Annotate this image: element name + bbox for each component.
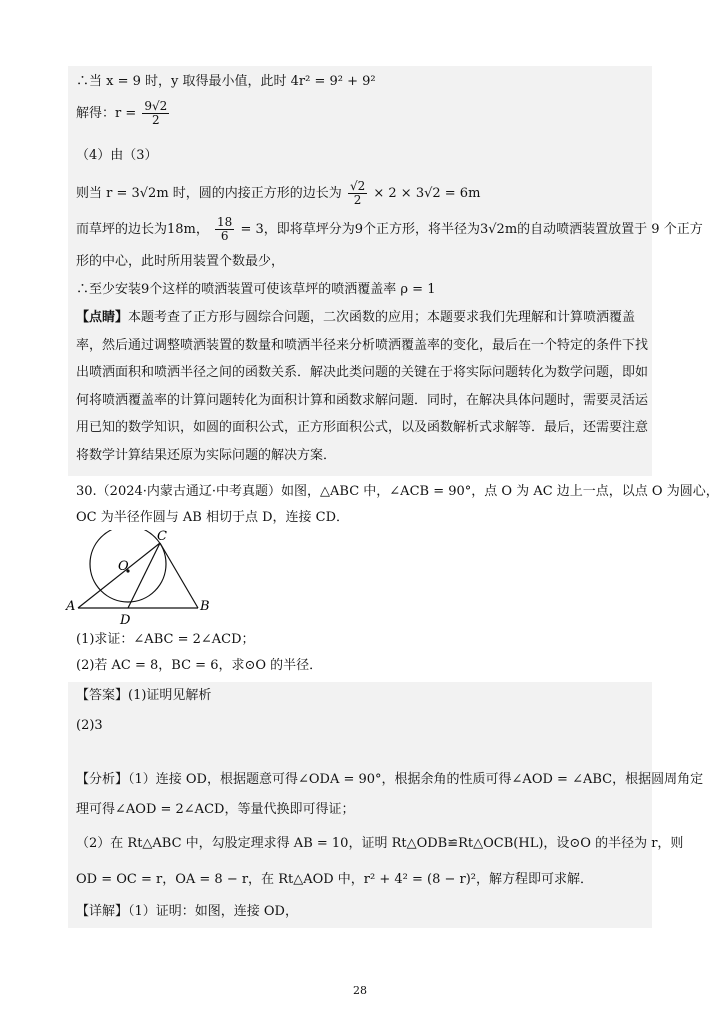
solution-line-4 [76, 180, 480, 207]
segment-cb [160, 543, 198, 608]
analysis-line-3: （2）在 Rt△ABC 中，勾股定理求得 AB = 10，证明 Rt△ODB≌Rt△OCB(HL)，设⊙O 的半径为 r，则 [76, 836, 684, 851]
fraction-denominator: 2 [152, 113, 160, 127]
dianjing-text: 本题考查了正方形与圆综合问题，二次函数的应用；本题要求我们先理解和计算喷洒覆盖率，然后通过调整喷洒装置的数量和喷洒半径来分析喷洒覆盖率的变化，最后在一个特定的条件下找出喷洒面积和喷洒半径之间的函数关系．解决此类问题的关键在于将实际问题转化为数学问题，即如何将喷洒覆盖率的计算问题转化为面积计算和函数求解问题．同时，在解决具体问题时，需要灵活运用已知的数学知识，如圆的面积公式，正方形面积公式，以及函数解析式求解等．最后，还需要注意将数学计算结果还原为实际问题的解决方案． [76, 310, 649, 463]
question-part-2: (2)若 AC = 8，BC = 6，求⊙O 的半径． [76, 658, 323, 673]
solution-line-6: 形的中心，此时所用装置个数最少， [76, 254, 285, 269]
solution-line-5 [76, 216, 703, 243]
analysis-line-1: 【分析】（1）连接 OD，根据题意可得∠ODA = 90°，根据余角的性质可得∠AOD = ∠ABC，根据圆周角定 [76, 772, 704, 787]
fraction-denominator: 2 [353, 193, 362, 207]
solution-line-2 [76, 100, 171, 127]
label-a: A [66, 599, 76, 614]
line5-post: = 3，即将草坪分为9个正方形，将半径为3√2m的自动喷洒装置放置于 9 个正方 [240, 222, 703, 237]
solution-line-1: ∴当 x = 9 时，y 取得最小值，此时 4r² = 9² + 9² [76, 74, 376, 89]
fraction-r [142, 100, 169, 127]
label-o: O [118, 559, 129, 574]
line4-post: × 2 × 3√2 = 6m [373, 186, 481, 201]
solution-line-3: （4）由（3） [76, 148, 158, 163]
solution-line-7: ∴至少安装9个这样的喷洒装置可使该草坪的喷洒覆盖率 ρ = 1 [76, 282, 436, 297]
segment-ac [78, 543, 160, 608]
fraction-denominator: 6 [220, 229, 229, 243]
question-line-1: 30.（2024·内蒙古通辽·中考真题）如图，△ABC 中，∠ACB = 90°，点 O 为 AC 边上一点，以点 O 为圆心， [76, 484, 719, 499]
label-b: B [200, 599, 210, 614]
question-line-2: OC 为半径作圆与 AB 相切于点 D，连接 CD． [76, 510, 350, 525]
page-number: 28 [353, 984, 367, 997]
fraction-sqrt2-over-2 [348, 180, 367, 207]
dianjing-tag: 【点睛】 [76, 310, 129, 325]
fraction-numerator: 18 [217, 215, 233, 229]
analysis-line-2: 理可得∠AOD = 2∠ACD，等量代换即可得证； [76, 802, 355, 817]
label-c: C [157, 530, 167, 544]
dianjing-paragraph [76, 304, 648, 469]
fraction-18-over-6 [215, 216, 234, 243]
question-part-1: (1)求证：∠ABC = 2∠ACD； [76, 632, 255, 647]
detail-line-1: 【详解】（1）证明：如图，连接 OD， [76, 904, 298, 919]
geometry-figure [62, 530, 222, 630]
line5-pre: 而草坪的边长为18m， [76, 222, 209, 237]
solve-label: 解得：r = [76, 106, 137, 121]
analysis-line-4: OD = OC = r，OA = 8 − r，在 Rt△AOD 中，r² + 4² = (8 − r)²，解方程即可求解． [76, 872, 594, 887]
fraction-numerator: √2 [349, 179, 366, 193]
line4-pre: 则当 r = 3√2m 时，圆的内接正方形的边长为 [76, 186, 342, 201]
label-d: D [120, 613, 131, 628]
answer-line-1: 【答案】(1)证明见解析 [76, 688, 212, 703]
answer-line-2: (2)3 [76, 718, 103, 733]
fraction-numerator: 9√2 [144, 99, 168, 113]
